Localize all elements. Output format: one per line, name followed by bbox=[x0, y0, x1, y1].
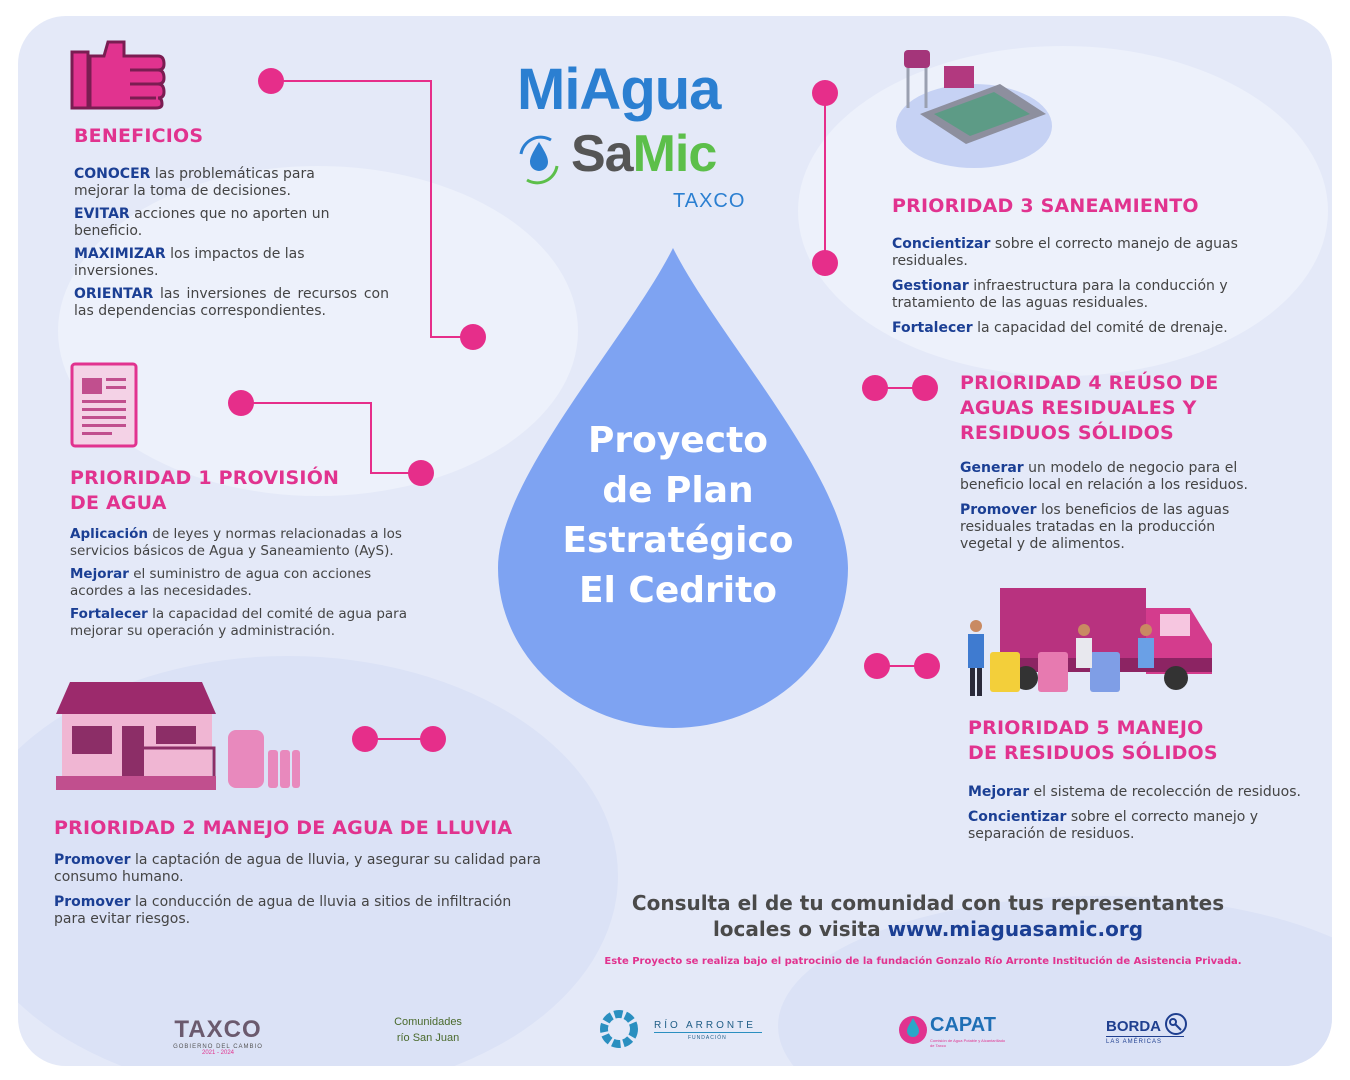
logo-miagua: MiAgua bbox=[517, 57, 721, 122]
list-item: Concientizar sobre el correcto manejo y separación de residuos. bbox=[968, 809, 1259, 842]
consulta-line: Consulta el de tu comunidad con tus representantes bbox=[631, 891, 1225, 915]
prioridad-5-title: PRIORIDAD 5 MANEJO DE RESIDUOS SÓLIDOS bbox=[968, 717, 1218, 764]
taxco-logo-sub: GOBIERNO DEL CAMBIO bbox=[173, 1044, 263, 1050]
rio-arronte-ring-icon bbox=[598, 1008, 640, 1050]
prioridad-1-list bbox=[70, 526, 410, 640]
capat-logo bbox=[898, 1012, 1008, 1052]
list-item: Aplicación de leyes y normas relacionadas a los servicios básicos de Agua y Saneamiento (AyS). bbox=[70, 526, 402, 559]
prioridad-4-list bbox=[960, 460, 1270, 553]
prioridad-3-list bbox=[892, 236, 1270, 337]
rio-arronte-sub: FUNDACIÓN bbox=[688, 1035, 727, 1041]
list-item: Concientizar sobre el correcto manejo de aguas residuales. bbox=[892, 236, 1238, 269]
capat-sub: Comisión de Agua Potable y Alcantarillado de Taxco bbox=[930, 1038, 1006, 1048]
list-item: EVITAR acciones que no aporten un beneficio. bbox=[74, 206, 330, 239]
connector-line bbox=[372, 738, 426, 740]
capat-drop-icon bbox=[898, 1012, 928, 1046]
connector-dot bbox=[914, 653, 940, 679]
comunidades-line: Comunidades bbox=[394, 1016, 462, 1028]
rio-arronte-text: RÍO ARRONTE bbox=[654, 1020, 756, 1031]
connector-dot bbox=[912, 375, 938, 401]
taxco-logo bbox=[168, 1016, 268, 1056]
prioridad-2-list bbox=[54, 852, 542, 928]
prioridad-5-list bbox=[968, 784, 1313, 843]
connector-dot bbox=[408, 460, 434, 486]
beneficios-title: BENEFICIOS bbox=[74, 125, 204, 147]
connector-dot bbox=[460, 324, 486, 350]
connector-line bbox=[370, 472, 410, 474]
list-item: Mejorar el sistema de recolección de residuos. bbox=[968, 784, 1301, 800]
document-icon bbox=[70, 362, 138, 448]
taxco-logo-years: 2021 - 2024 bbox=[201, 1050, 235, 1056]
taxco-logo-text: TAXCO bbox=[174, 1016, 262, 1043]
prioridad-1-title: PRIORIDAD 1 PROVISIÓN DE AGUA bbox=[70, 467, 340, 514]
house-water-tank-icon bbox=[52, 680, 302, 792]
patrocinio-note: Este Proyecto se realiza bajo el patrocinio de la fundación Gonzalo Río Arronte Institución de Asistencia Privada. bbox=[604, 956, 1242, 967]
connector-dot bbox=[420, 726, 446, 752]
website-link[interactable]: www.miaguasamic.org bbox=[887, 917, 1144, 941]
capat-text: CAPAT bbox=[930, 1014, 996, 1036]
connector-line bbox=[430, 336, 464, 338]
drop-title bbox=[498, 416, 858, 616]
drop-line: El Cedrito bbox=[578, 570, 778, 611]
borda-sub: LAS AMÉRICAS bbox=[1106, 1039, 1163, 1045]
borda-text: BORDA bbox=[1106, 1018, 1161, 1035]
logo-samic bbox=[571, 124, 716, 184]
connector-dot bbox=[812, 250, 838, 276]
drop-line: de Plan bbox=[602, 470, 754, 511]
borda-key-icon bbox=[1164, 1012, 1188, 1036]
logo-taxco: TAXCO bbox=[673, 190, 746, 212]
infographic-card bbox=[18, 16, 1332, 1066]
consulta-message bbox=[578, 890, 1278, 942]
connector-line bbox=[370, 402, 372, 474]
logo-mic: Mic bbox=[632, 125, 717, 183]
list-item: Fortalecer la capacidad del comité de agua para mejorar su operación y administración. bbox=[70, 606, 407, 639]
garbage-truck-recycling-icon bbox=[964, 582, 1216, 700]
comunidades-line: río San Juan bbox=[396, 1032, 460, 1044]
list-item: MAXIMIZAR los impactos de las inversiones. bbox=[74, 246, 305, 279]
list-item: Generar un modelo de negocio para el beneficio local en relación a los residuos. bbox=[960, 460, 1248, 493]
list-item: Gestionar infraestructura para la conducción y tratamiento de las aguas residuales. bbox=[892, 278, 1228, 311]
beneficios-list bbox=[74, 166, 389, 320]
list-item: Mejorar el suministro de agua con acciones acordes a las necesidades. bbox=[70, 566, 372, 599]
list-item: ORIENTAR las inversiones de recursos con las dependencias correspondientes. bbox=[74, 286, 389, 319]
miagua-samic-logo bbox=[513, 56, 763, 256]
list-item: Promover la conducción de agua de lluvia a sitios de infiltración para evitar riesgos. bbox=[54, 894, 512, 927]
prioridad-3-title: PRIORIDAD 3 SANEAMIENTO bbox=[892, 195, 1199, 217]
drop-line: Proyecto bbox=[587, 420, 769, 461]
borda-logo bbox=[1106, 1012, 1196, 1052]
list-item: Fortalecer la capacidad del comité de drenaje. bbox=[892, 320, 1228, 336]
connector-line bbox=[278, 80, 432, 82]
logo-sa: Sa bbox=[571, 125, 633, 183]
connector-line bbox=[824, 100, 826, 252]
thumbs-up-icon bbox=[70, 38, 166, 112]
list-item: CONOCER las problemáticas para mejorar la toma de decisiones. bbox=[74, 166, 315, 199]
list-item: Promover los beneficios de las aguas residuales tratadas en la producción vegetal y de alimentos. bbox=[960, 502, 1230, 552]
water-treatment-plant-icon bbox=[890, 44, 1052, 170]
recycle-drop-icon bbox=[513, 128, 565, 190]
rio-arronte-logo bbox=[598, 1008, 768, 1052]
list-item: Promover la captación de agua de lluvia, y asegurar su calidad para consumo humano. bbox=[54, 852, 541, 885]
prioridad-4-title: PRIORIDAD 4 REÚSO DE AGUAS RESIDUALES Y RESIDUOS SÓLIDOS bbox=[960, 372, 1219, 444]
drop-line: Estratégico bbox=[562, 520, 794, 561]
connector-line bbox=[248, 402, 372, 404]
consulta-line: locales o visita www.miaguasamic.org bbox=[712, 917, 1144, 941]
prioridad-2-title: PRIORIDAD 2 MANEJO DE AGUA DE LLUVIA bbox=[54, 817, 513, 839]
comunidades-logo bbox=[378, 1014, 478, 1046]
connector-line bbox=[430, 80, 432, 338]
